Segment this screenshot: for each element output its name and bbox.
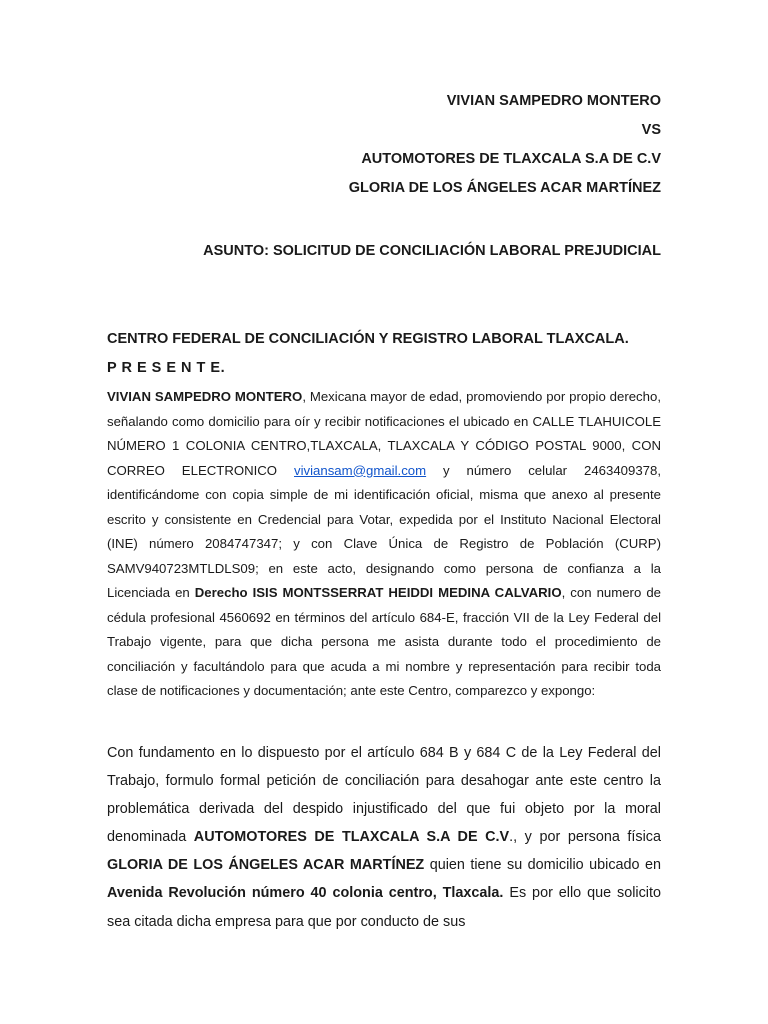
paragraph2-text-b: ., y por persona física [509, 829, 661, 846]
lawyer-name: Derecho ISIS MONTSSERRAT HEIDDI MEDINA CALVARIO [194, 585, 562, 600]
paragraph1-text-c: , con numero de cédula profesional 4560692 en términos del artículo 684-E, fracción VII de la Ley Federal del Trabajo vigente, para que dicha persona me asista durante todo el procedimiento de conciliación y facultándolo para que acuda a mi nombre y representación para recibir toda clase de notificaciones y documentación; ante este Centro, comparezco y expongo: [107, 585, 661, 698]
header-defendant-company: AUTOMOTORES DE TLAXCALA S.A DE C.V [361, 151, 661, 167]
email-link[interactable]: viviansam@gmail.com [294, 462, 427, 478]
defendant-address: Avenida Revolución número 40 colonia centro, Tlaxcala. [107, 885, 504, 902]
header-versus: VS [641, 122, 661, 138]
intro-paragraph [107, 385, 661, 704]
paragraph2-text-d: Es por ello que solicito sea citada dicha empresa para que por conducto de sus [107, 885, 662, 930]
header-claimant: VIVIAN SAMPEDRO MONTERO [446, 93, 661, 109]
subject-line: ASUNTO: SOLICITUD DE CONCILIACIÓN LABORAL PREJUDICIAL [203, 243, 661, 259]
claimant-name: VIVIAN SAMPEDRO MONTERO [107, 389, 303, 404]
paragraph2-text-c: quien tiene su domicilio ubicado en [424, 857, 661, 874]
paragraph1-text-a: , Mexicana mayor de edad, promoviendo por propio derecho, señalando como domicilio para oír y recibir notificaciones el ubicado en CALLE TLAHUICOLE NÚMERO 1 COLONIA CENTRO,TLAXCALA, TLAXCALA Y CÓDIGO POSTAL 9000, CON CORREO ELECTRONICO [107, 389, 661, 478]
presente-salutation: P R E S E N T E. [107, 360, 226, 376]
header-defendant-person: GLORIA DE LOS ÁNGELES ACAR MARTÍNEZ [348, 180, 661, 196]
addressee: CENTRO FEDERAL DE CONCILIACIÓN Y REGISTRO LABORAL TLAXCALA. [107, 331, 629, 347]
paragraph1-text-b: y número celular 2463409378, identificándome con copia simple de mi identificación oficial, misma que anexo al presente escrito y consistente en Credencial para Votar, expedida por el Instituto Nacional Electoral (INE) número 2084747347; y con Clave Única de Registro de Población (CURP) SAMV940723MTLDLS09; en este acto, designando como persona de confianza a la Licenciada en [107, 462, 661, 600]
petition-paragraph [107, 739, 661, 936]
defendant-person-name: GLORIA DE LOS ÁNGELES ACAR MARTÍNEZ [107, 857, 425, 874]
company-name: AUTOMOTORES DE TLAXCALA S.A DE C.V [193, 829, 510, 846]
paragraph2-text-a: Con fundamento en lo dispuesto por el artículo 684 B y 684 C de la Ley Federal del Trabajo, formulo formal petición de conciliación para desahogar ante este centro la problemática derivada del despido injustificado del que fui objeto por la moral denominada [107, 745, 661, 846]
